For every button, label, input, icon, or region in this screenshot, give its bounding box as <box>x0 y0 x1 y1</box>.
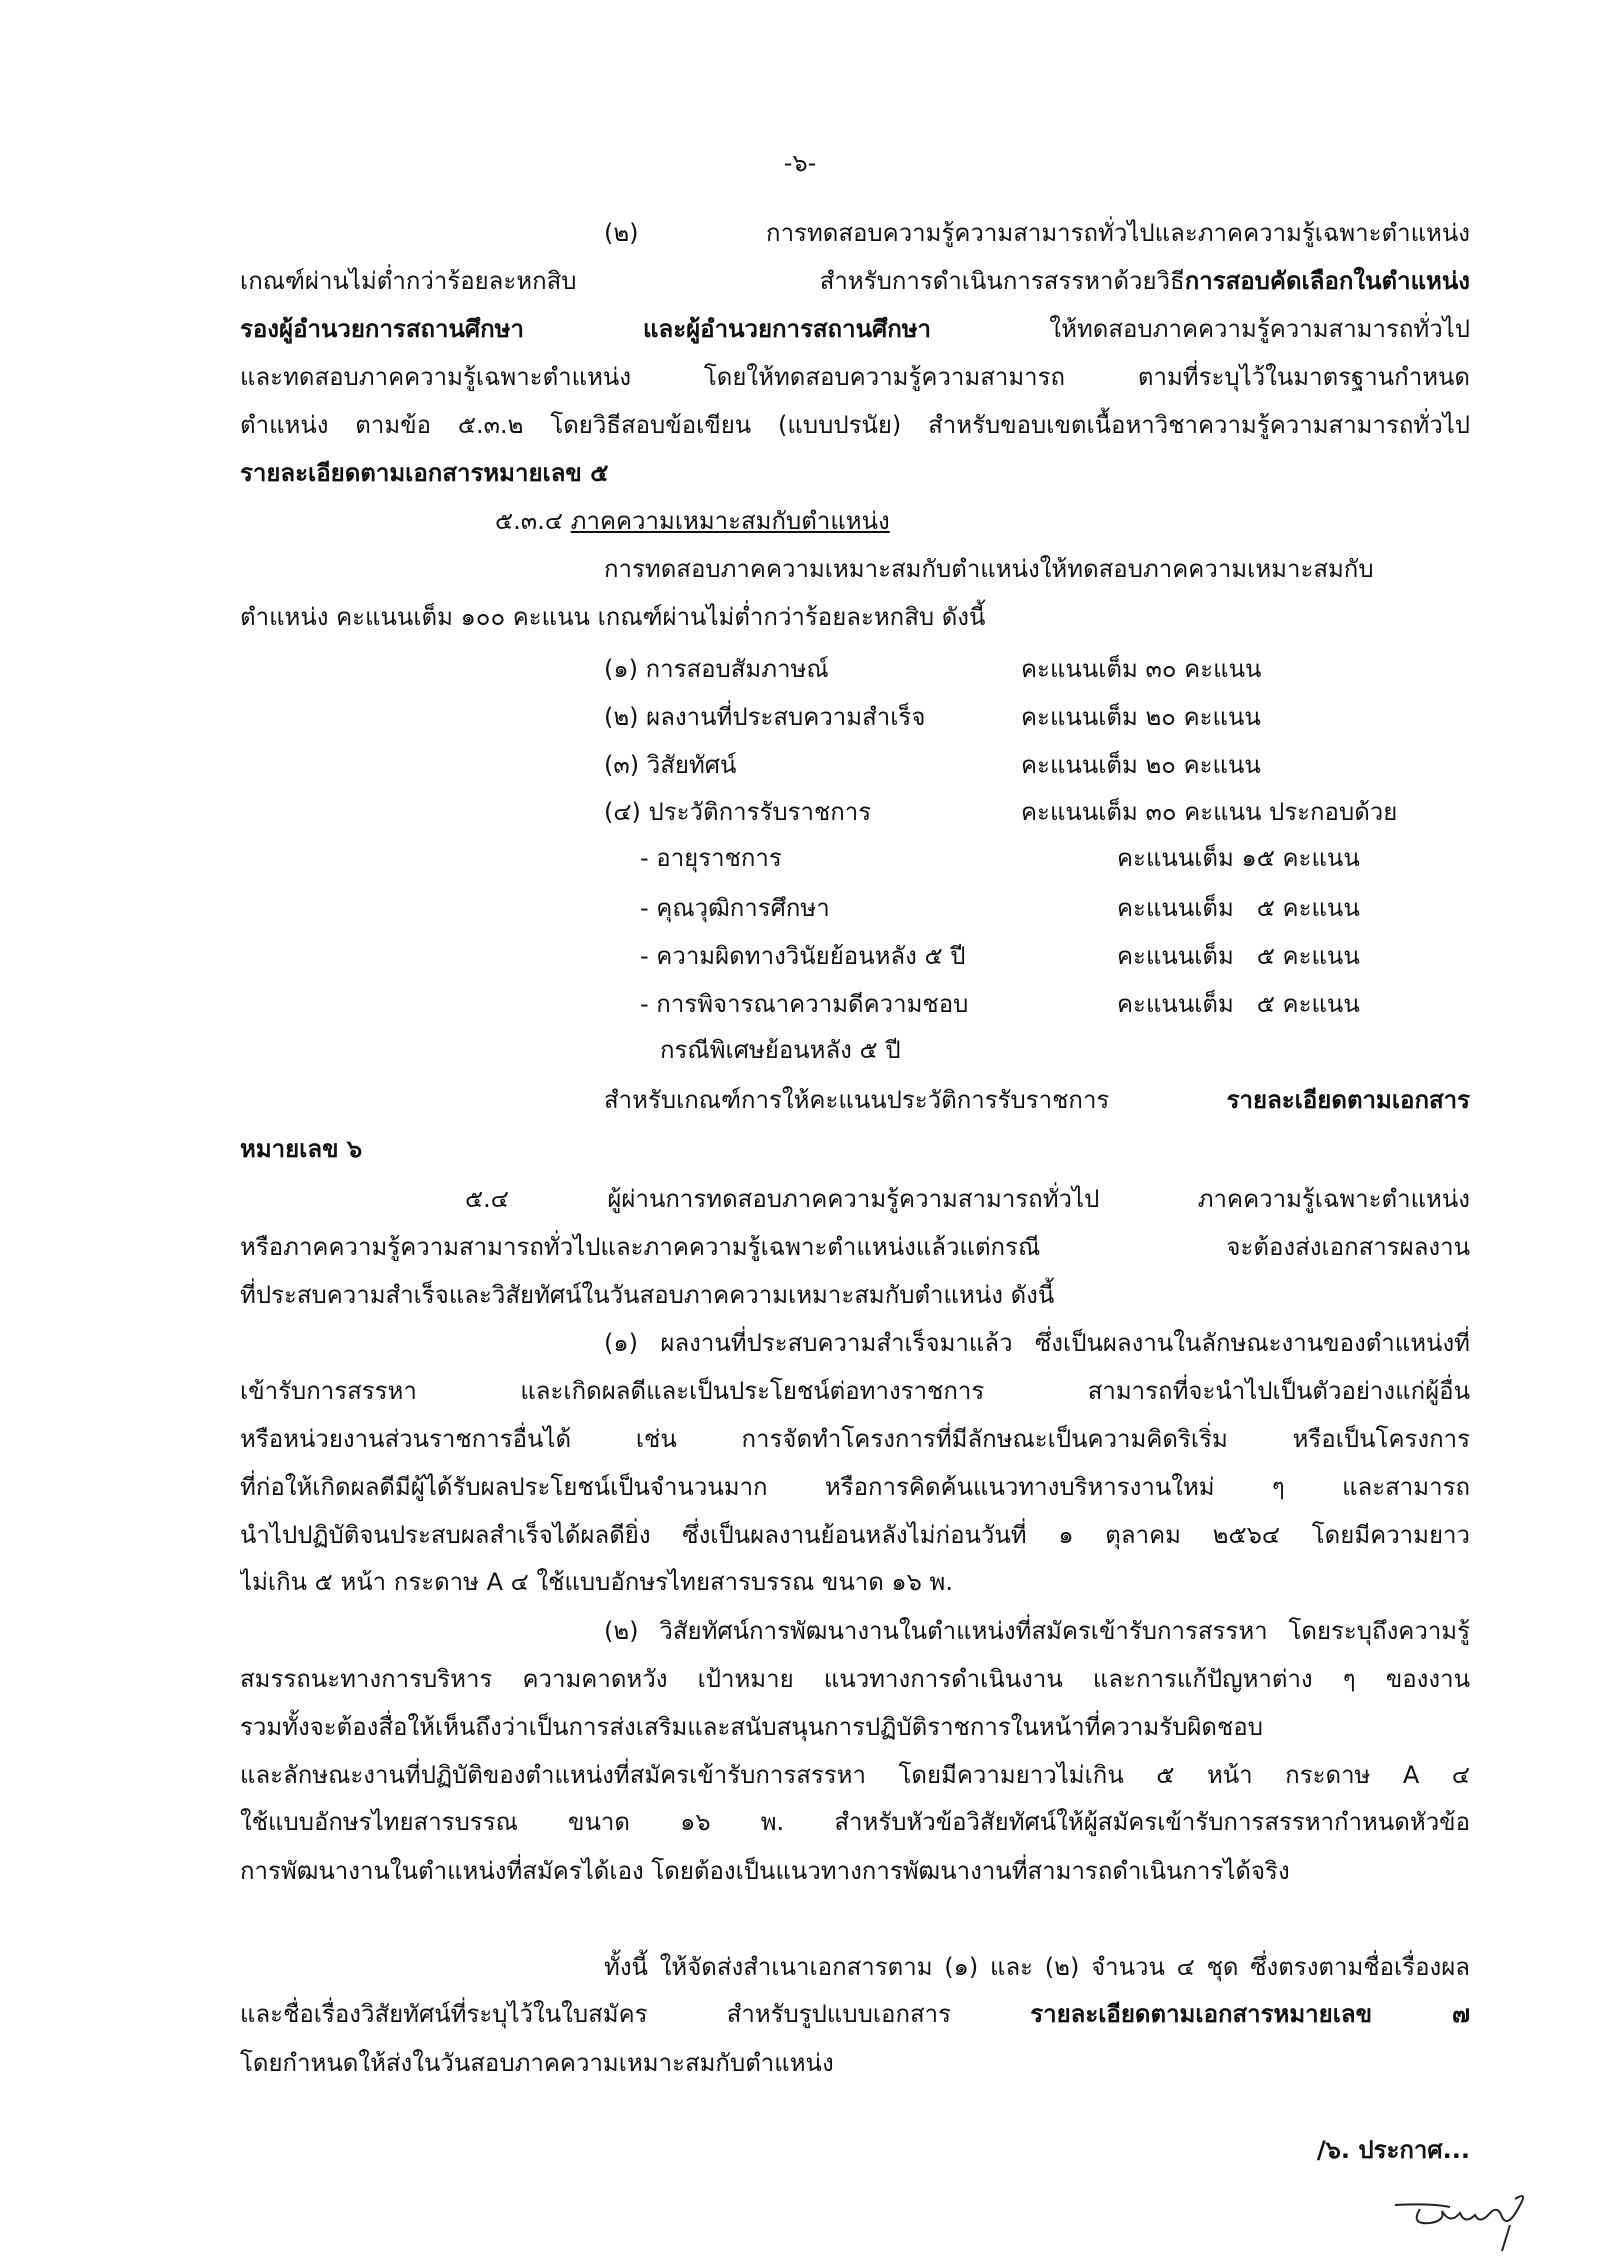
text-line: ไม่เกิน ๕ หน้า กระดาษ A ๔ ใช้แบบอักษรไทยสารบรรณ ขนาด ๑๖ พ. <box>240 1568 953 1596</box>
text-line: ตำแหน่ง ตามข้อ ๕.๓.๒ โดยวิธีสอบข้อเขียน (แบบปรนัย) สำหรับขอบเขตเนื้อหาวิชาความรู้ความสามารถทั่วไป <box>240 411 1470 439</box>
text: ให้ทดสอบภาคความรู้ความสามารถทั่วไป <box>931 315 1470 343</box>
text-line: หรือภาคความรู้ความสามารถทั่วไปและภาคความรู้เฉพาะตำแหน่งแล้วแต่กรณี จะต้องส่งเอกสารผลงาน <box>240 1233 1470 1261</box>
text-line <box>240 257 1470 305</box>
section-heading <box>495 497 890 545</box>
subitem-label-cont: กรณีพิเศษย้อนหลัง ๕ ปี <box>660 1036 901 1064</box>
item-label: (๒) ผลงานที่ประสบความสำเร็จ <box>604 703 926 731</box>
bold-text: รายละเอียดตามเอกสาร <box>1226 1086 1470 1114</box>
item-label: (๑) การสอบสัมภาษณ์ <box>604 655 829 683</box>
item-score: คะแนนเต็ม ๒๐ คะแนน <box>1021 751 1261 779</box>
subitem-score: คะแนนเต็ม ๕ คะแนน <box>1117 942 1360 970</box>
text-line: ใช้แบบอักษรไทยสารบรรณ ขนาด ๑๖ พ. สำหรับหัวข้อวิสัยทัศน์ให้ผู้สมัครเข้ารับการสรรหากำหนดหัวข้อ <box>240 1808 1470 1836</box>
continuation-marker: /๖. ประกาศ... <box>1316 2136 1470 2164</box>
subitem-score: คะแนนเต็ม ๕ คะแนน <box>1117 894 1360 922</box>
text-line: การพัฒนางานในตำแหน่งที่สมัครได้เอง โดยต้องเป็นแนวทางการพัฒนางานที่สามารถดำเนินการได้จริง <box>240 1857 1290 1885</box>
text-line <box>240 1990 1470 2038</box>
text-line: ๕.๔ ผู้ผ่านการทดสอบภาคความรู้ความสามารถทั่วไป ภาคความรู้เฉพาะตำแหน่ง <box>465 1185 1470 1213</box>
subitem-label: - ความผิดทางวินัยย้อนหลัง ๕ ปี <box>640 942 966 970</box>
text-line: (๑) ผลงานที่ประสบความสำเร็จมาแล้ว ซึ่งเป็นผลงานในลักษณะงานของตำแหน่งที่ <box>604 1329 1470 1357</box>
item-score: คะแนนเต็ม ๓๐ คะแนน ประกอบด้วย <box>1021 798 1398 826</box>
text-line: การทดสอบภาคความเหมาะสมกับตำแหน่งให้ทดสอบภาคความเหมาะสมกับ <box>604 555 1374 583</box>
text-line: รายละเอียดตามเอกสารหมายเลข ๕ <box>240 459 609 487</box>
subitem-score: คะแนนเต็ม ๕ คะแนน <box>1117 990 1360 1018</box>
text-line: ที่ประสบความสำเร็จและวิสัยทัศน์ในวันสอบภาคความเหมาะสมกับตำแหน่ง ดังนี้ <box>240 1281 1055 1309</box>
text-line: หมายเลข ๖ <box>240 1135 363 1163</box>
subitem-label: - การพิจารณาความดีความชอบ <box>640 990 969 1018</box>
bold-text: รายละเอียดตามเอกสารหมายเลข ๗ <box>1030 2000 1470 2028</box>
subitem-score: คะแนนเต็ม ๑๕ คะแนน <box>1117 844 1360 872</box>
subitem-label: - อายุราชการ <box>640 844 782 872</box>
text-line: ตำแหน่ง คะแนนเต็ม ๑๐๐ คะแนน เกณฑ์ผ่านไม่ต่ำกว่าร้อยละหกสิบ ดังนี้ <box>240 603 986 631</box>
text-line: และลักษณะงานที่ปฏิบัติของตำแหน่งที่สมัครเข้ารับการสรรหา โดยมีความยาวไม่เกิน ๕ หน้า กระดาษ A ๔ <box>240 1761 1470 1789</box>
text-line: (๒) การทดสอบความรู้ความสามารถทั่วไปและภาคความรู้เฉพาะตำแหน่ง <box>604 219 1470 247</box>
item-score: คะแนนเต็ม ๓๐ คะแนน <box>1021 655 1262 683</box>
text-line <box>604 1076 1470 1124</box>
section-number: ๕.๓.๔ <box>495 507 563 535</box>
item-label: (๔) ประวัติการรับราชการ <box>604 798 872 826</box>
text-line: เข้ารับการสรรหา และเกิดผลดีและเป็นประโยชน์ต่อทางราชการ สามารถที่จะนำไปเป็นตัวอย่างแก่ผู้อื่น <box>240 1377 1470 1405</box>
text: และชื่อเรื่องวิสัยทัศน์ที่ระบุไว้ในใบสมัคร สำหรับรูปแบบเอกสาร <box>240 2000 1031 2028</box>
subitem-label: - คุณวุฒิการศึกษา <box>640 894 830 922</box>
text-line: หรือหน่วยงานส่วนราชการอื่นได้ เช่น การจัดทำโครงการที่มีลักษณะเป็นความคิดริเริ่ม หรือเป็นโครงการ <box>240 1425 1470 1453</box>
text-line <box>240 305 1470 353</box>
text-line: โดยกำหนดให้ส่งในวันสอบภาคความเหมาะสมกับตำแหน่ง <box>240 2049 834 2077</box>
bold-text: การสอบคัดเลือกในตำแหน่ง <box>1184 267 1470 295</box>
section-title: ภาคความเหมาะสมกับตำแหน่ง <box>570 507 890 535</box>
signature-initials <box>1390 2185 1540 2255</box>
item-score: คะแนนเต็ม ๒๐ คะแนน <box>1021 703 1261 731</box>
text-line: ทั้งนี้ ให้จัดส่งสำเนาเอกสารตาม (๑) และ (๒) จำนวน ๔ ชุด ซึ่งตรงตามชื่อเรื่องผล <box>604 1953 1470 1981</box>
text-line: รวมทั้งจะต้องสื่อให้เห็นถึงว่าเป็นการส่งเสริมและสนับสนุนการปฏิบัติราชการในหน้าที่ความรับผิดชอบ <box>240 1713 1263 1741</box>
text-line: ที่ก่อให้เกิดผลดีมีผู้ได้รับผลประโยชน์เป็นจำนวนมาก หรือการคิดค้นแนวทางบริหารงานใหม่ ๆ และสามารถ <box>240 1473 1470 1501</box>
text: สำหรับเกณฑ์การให้คะแนนประวัติการรับราชการ <box>604 1086 1227 1114</box>
text-line: นำไปปฏิบัติจนประสบผลสำเร็จได้ผลดียิ่ง ซึ่งเป็นผลงานย้อนหลังไม่ก่อนวันที่ ๑ ตุลาคม ๒๕๖๔ โดยมีความยาว <box>240 1521 1470 1549</box>
text-line: และทดสอบภาคความรู้เฉพาะตำแหน่ง โดยให้ทดสอบความรู้ความสามารถ ตามที่ระบุไว้ในมาตรฐานกำหนด <box>240 363 1470 391</box>
text-line: สมรรถนะทางการบริหาร ความคาดหวัง เป้าหมาย แนวทางการดำเนินงาน และการแก้ปัญหาต่าง ๆ ของงาน <box>240 1665 1470 1693</box>
page-number: -๖- <box>783 149 817 177</box>
bold-text: รองผู้อำนวยการสถานศึกษา และผู้อำนวยการสถานศึกษา <box>240 315 932 343</box>
text-line: (๒) วิสัยทัศน์การพัฒนางานในตำแหน่งที่สมัครเข้ารับการสรรหา โดยระบุถึงความรู้ <box>604 1617 1470 1645</box>
text: เกณฑ์ผ่านไม่ต่ำกว่าร้อยละหกสิบ สำหรับการดำเนินการสรรหาด้วยวิธี <box>240 267 1185 295</box>
item-label: (๓) วิสัยทัศน์ <box>604 751 737 779</box>
